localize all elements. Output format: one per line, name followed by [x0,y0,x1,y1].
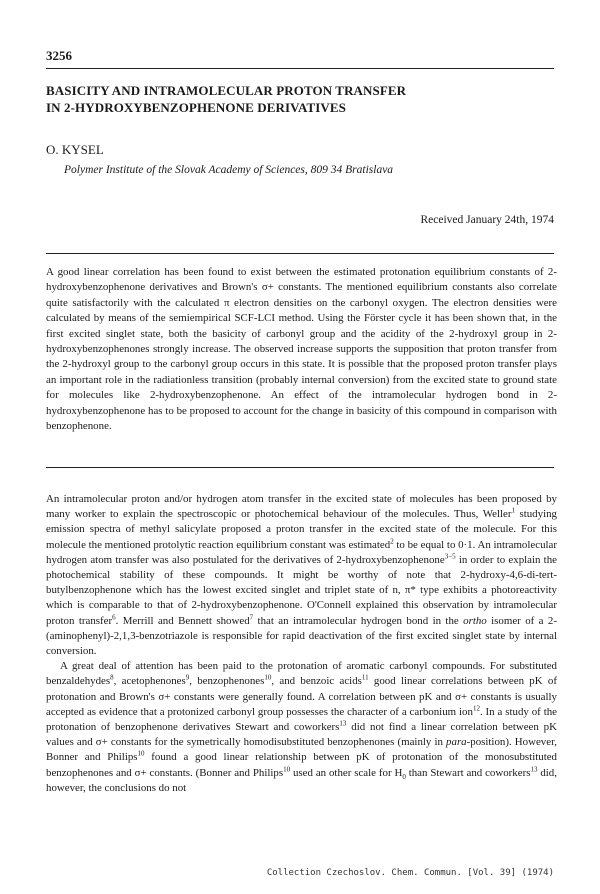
text-run: An intramolecular proton and/or hydrogen atom transfer in the excited state of molecules has been proposed by many worker to explain the spectroscopic or photochemical behaviour of the molecules. Thus, Weller [46,493,557,521]
text-run: good linear correlations between pK of protonation and Brown's σ+ constants were generally found. A correlation between pK and σ+ constants is usually accepted as evidence that a protonized carbonyl group possesses the character of a carbonium ion [46,675,557,718]
text-run: used an other scale for H [290,766,403,779]
text-run: that an intramolecular hydrogen bond in the [253,614,464,627]
text-run: found a good linear relationship between pK of protonation of the monosubstituted benzophenones and σ+ constants. (Bonner and Philips [46,751,557,779]
abstract-rule-bottom [46,467,554,468]
page-number: 3256 [46,48,72,63]
italic-term: para [446,736,467,749]
text-run: , and benzoic acids [271,675,362,688]
text-run: than Stewart and coworkers [405,766,531,779]
subscript: 0 [402,772,406,781]
text-run: in order to explain the photochemical stability of these compounds. It might be worthy of note that 2-hydroxy-4,6-di-tert-butylbenzophenone which has the lowest excited singlet and triplet state of n, π* type exhibits a photoreactivity which is comparable to that of 2-hydroxybenzophenone. O'Connell explained this observation by intramolecular proton transfer [46,553,557,627]
reference-mark: 11 [361,673,369,682]
text-run: studying emission spectra of methyl salicylate proposed a proton transfer in the excited state of the molecule. For this molecule the mentioned protolytic reaction equilibrium constant was estimated [46,508,557,551]
reference-mark: 6 [112,613,116,621]
reference-mark: 2 [390,536,394,545]
text-run: , benzophenones [189,675,265,688]
reference-mark: 10 [264,673,272,682]
reference-mark: 10 [283,765,291,774]
text-run: A great deal of attention has been paid to the protonation of aromatic carbonyl compounds. For substituted benzaldehydes [46,660,557,688]
italic-term: ortho [463,614,487,627]
reference-mark: 1 [511,506,515,515]
author-name: O. KYSEL [46,142,104,157]
reference-mark: 13 [339,719,347,728]
text-run: . Merrill and Bennett showed [115,614,250,627]
text-run: did not find a linear correlation between pK values and σ+ constants for the symetrically homodisubstituted benzophenones (mainly in [46,721,557,749]
title-line-2: IN 2-HYDROXYBENZOPHENONE DERIVATIVES [46,100,346,115]
body-paragraph-1 [46,492,557,659]
body-paragraph-2 [46,659,557,796]
journal-footer: Collection Czechoslov. Chem. Commun. [Vol. 39] (1974) [266,868,554,878]
reference-mark: 12 [472,704,480,713]
reference-mark: 9 [185,673,190,682]
text-run: , acetophenones [113,675,186,688]
text-run: did, however, the conclusions do not [46,766,557,794]
text-run: -position). However, Bonner and Philips [46,736,558,764]
body-text [46,492,557,796]
abstract: A good linear correlation has been found to exist between the estimated protonation equilibrium constants of 2-hydroxybenzophenone derivatives and Brown's σ+ constants. The mentioned equilibrium constants also correlate quite satisfactorily with the calculated π electron densities on the carbonyl oxygen. The electron densities were calculated by means of the semiempirical SCF-LCI method. Using the Förster cycle it has been shown that, in the first excited singlet state, both the basicity of carbonyl group and the acidity of the 2-hydroxyl group in 2-hydroxybenzophenones strongly increase. The observed increase supports the supposition that proton transfer from the 2-hydroxyl group to the carbonyl group occurs in this state. It is possible that the proposed proton transfer plays an important role in the radiationless transition (probably internal conversion) from the excited state to ground state for molecules like 2-hydroxybenzophenone. An effect of the intramolecular hydrogen bond in 2-hydroxybenzophenone has to be proposed to account for the change in basicity of this compound in comparison with benzophenone. [46,266,557,433]
reference-mark: 10 [137,749,145,758]
text-run: to be equal to 0·1. An intramolecular hydrogen atom transfer was also postulated for the derivatives of 2-hydroxybenzophenone [46,538,558,566]
header-rule [46,68,554,69]
text-run: isomer of a 2-(aminophenyl)-2,1,3-benzotriazole is responsible for rapid deactivation of the first excited singlet state by internal conversion. [46,614,557,658]
reference-mark: 3−5 [444,552,456,561]
author-affiliation: Polymer Institute of the Slovak Academy of Sciences, 809 34 Bratislava [64,164,394,176]
abstract-rule-top [46,253,554,254]
reference-mark: 8 [110,673,114,682]
text-run: . In a study of the protonation of benzophenone derivatives Stewart and coworkers [46,705,558,734]
article-title [46,82,556,116]
reference-mark: 7 [249,613,254,621]
title-line-1: BASICITY AND INTRAMOLECULAR PROTON TRANSFER [46,83,407,98]
reference-mark: 13 [530,765,538,774]
received-date: Received January 24th, 1974 [420,214,554,226]
